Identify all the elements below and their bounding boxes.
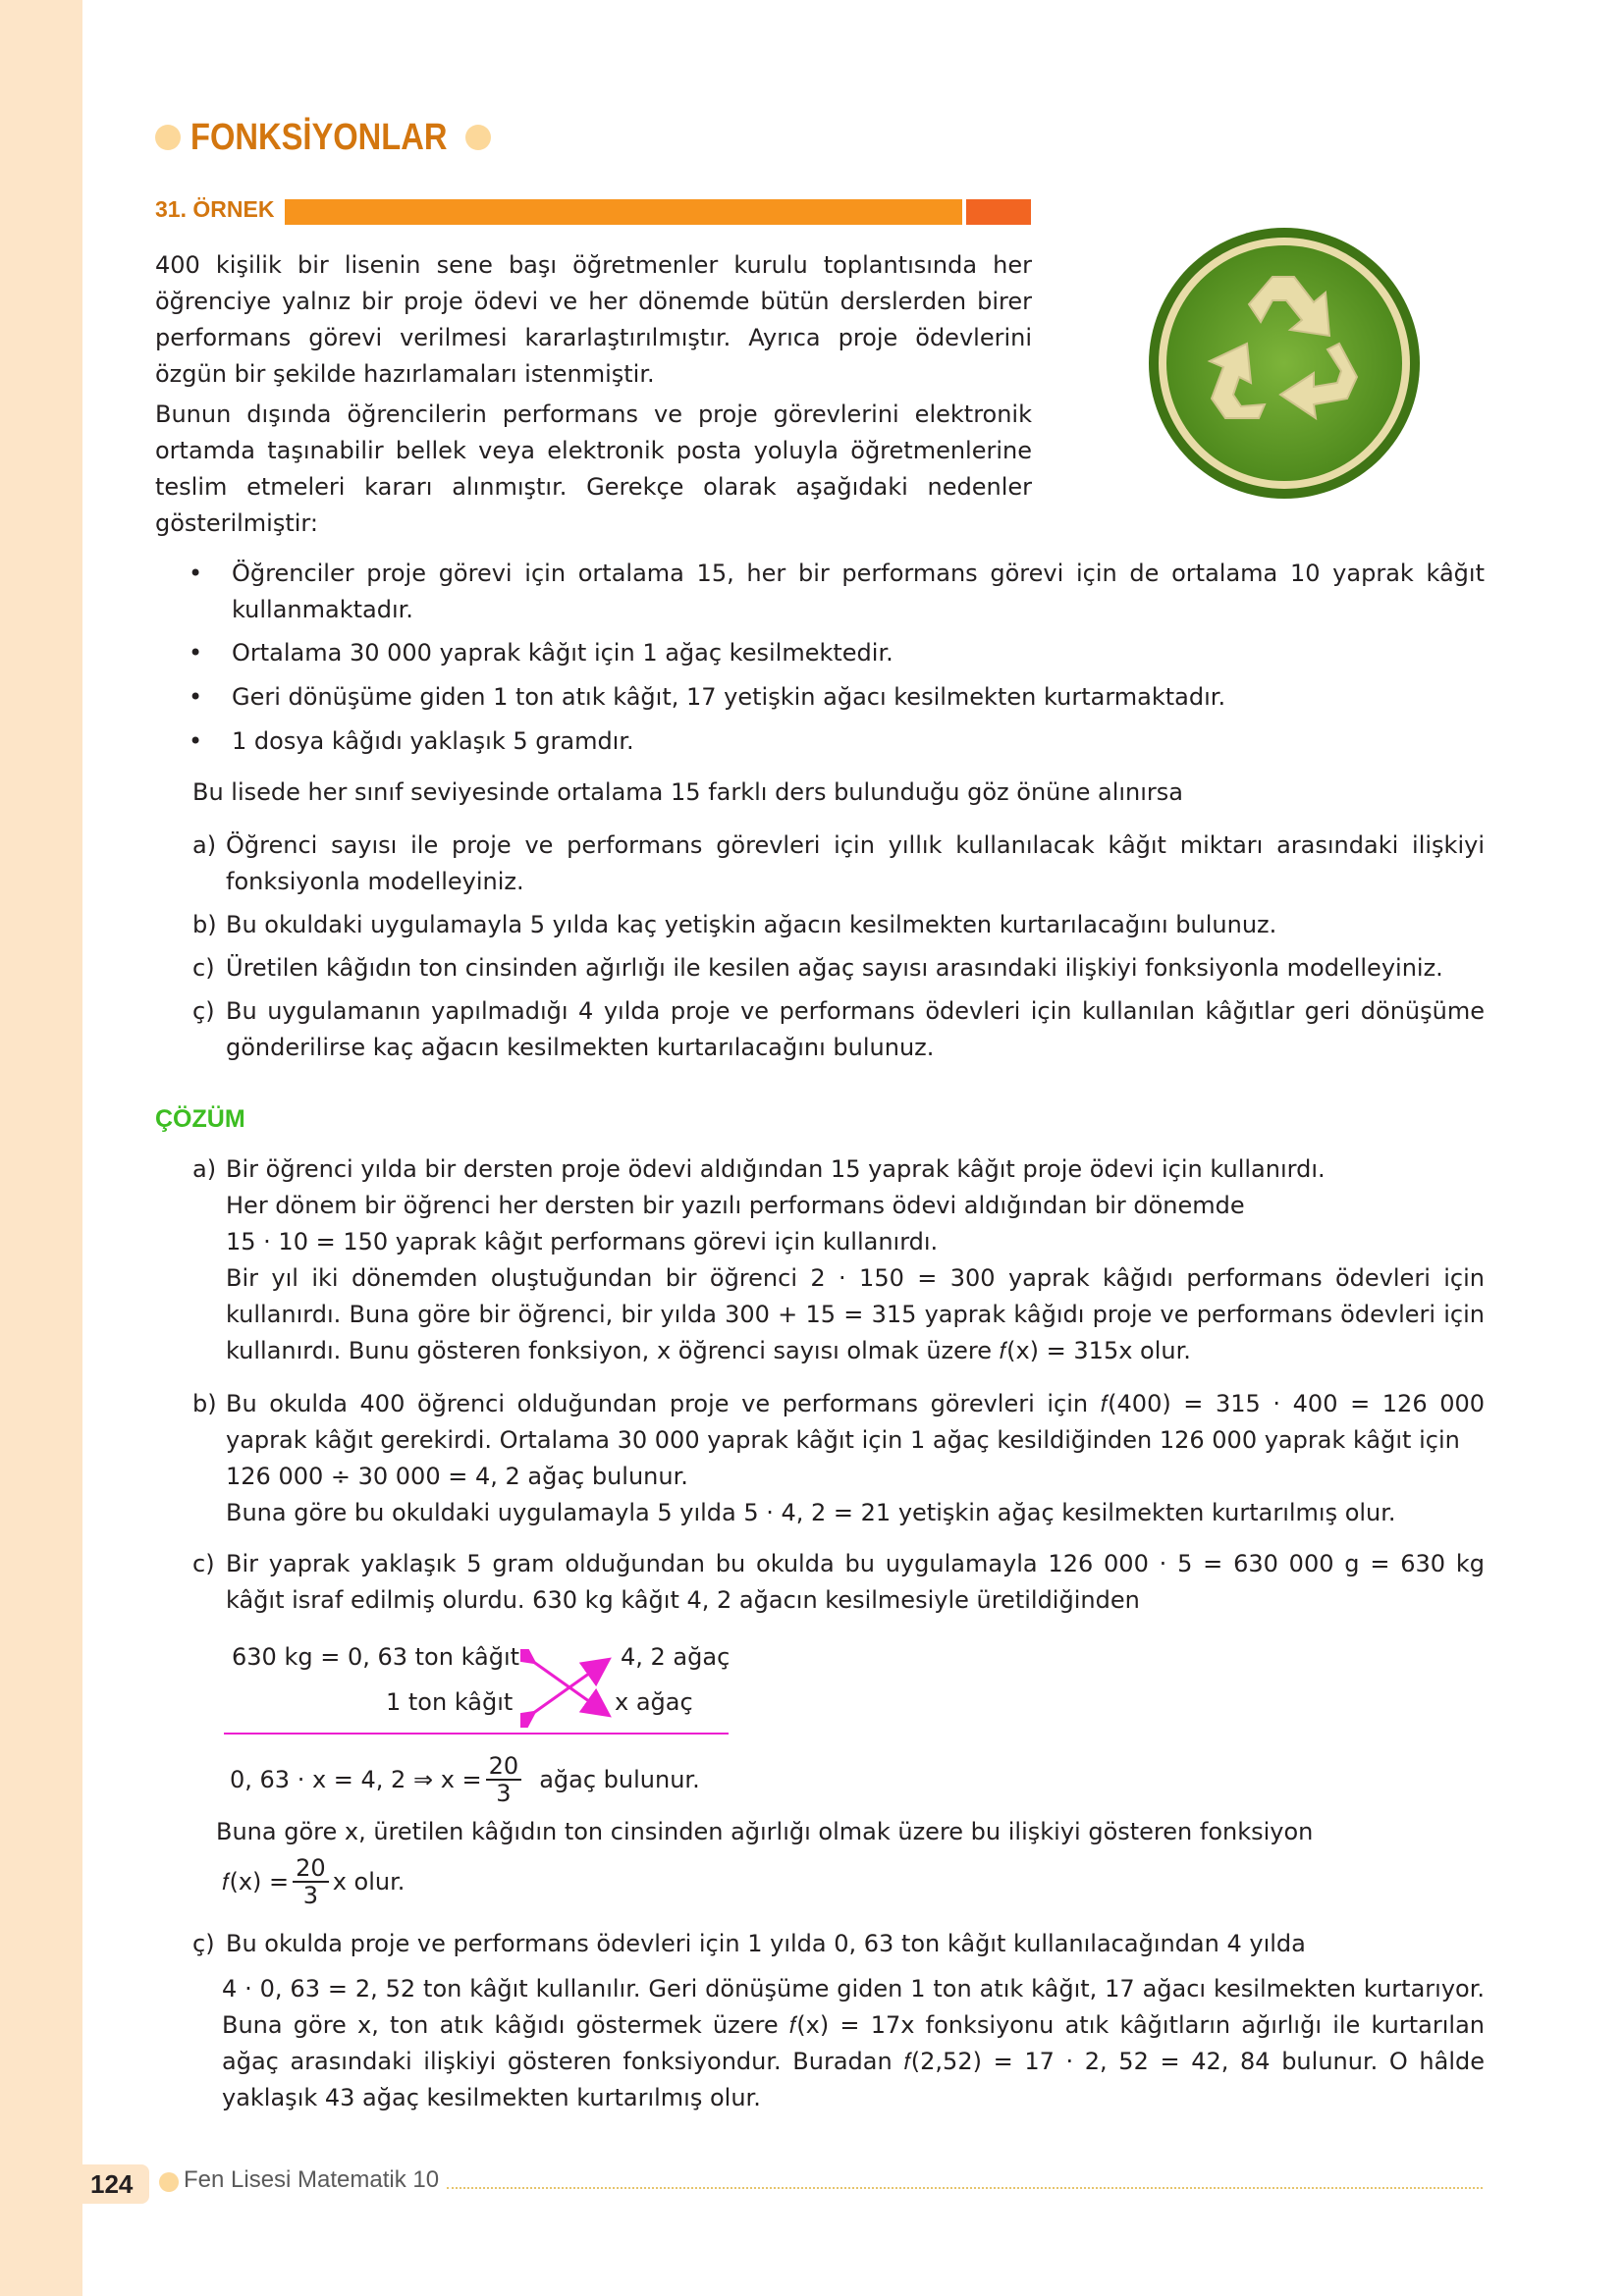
bullet-mark: • xyxy=(189,639,203,667)
example-bar xyxy=(285,199,962,225)
proportion-left-bottom: 1 ton kâğıt xyxy=(386,1688,514,1716)
header-dot-right xyxy=(465,125,491,150)
fraction-denominator: 3 xyxy=(302,1882,319,1909)
recycle-icon xyxy=(1147,226,1422,501)
question-a xyxy=(192,828,1485,900)
solution-part-label: ç) xyxy=(192,1930,215,1957)
bullet-text: 1 dosya kâğıdı yaklaşık 5 gramdır. xyxy=(232,727,634,755)
equation-lhs: 0, 63 · x = 4, 2 ⇒ x = xyxy=(230,1765,482,1793)
solution-part-label: a) xyxy=(192,1155,217,1183)
solution-line: 4 · 0, 63 = 2, 52 ton kâğıt kullanılır. Geri dönüşüme giden 1 ton atık kâğıt, 17 ağacı kesilmekten kurtarıyor. Buna göre x, ton atık kâğıdı göstermek üzere 𝑓(x) = 17x fonksiyonu atık kâğıtların ağırlığı ile kurtarılan ağaç arasındaki ilişkiyi gösteren fonksiyondur. Buradan 𝑓(2,52) = 17 · 2, 52 = 42, 84 bulunur. O hâlde yaklaşık 43 ağaç kesilmekten kurtarılmış olur. xyxy=(222,1975,1485,2111)
question-cc xyxy=(192,993,1485,1066)
question-text: Bu okuldaki uygulamayla 5 yılda kaç yetişkin ağacın kesilmekten kurtarılacağını bulunuz. xyxy=(226,911,1277,938)
bullet-mark: • xyxy=(189,560,203,587)
book-title: Fen Lisesi Matematik 10 xyxy=(184,2166,440,2193)
question-label: b) xyxy=(192,911,217,938)
bullet-text: Geri dönüşüme giden 1 ton atık kâğıt, 17 yetişkin ağacı kesilmekten kurtarmaktadır. xyxy=(232,683,1226,711)
proportion-right-top: 4, 2 ağaç xyxy=(621,1643,731,1671)
equation-rhs: ağaç bulunur. xyxy=(539,1765,700,1793)
footer-dot xyxy=(159,2172,179,2192)
proportion-right-bottom: x ağaç xyxy=(615,1688,693,1716)
fraction-denominator: 3 xyxy=(496,1780,512,1807)
chapter-header xyxy=(155,112,491,163)
example-bar-end xyxy=(966,199,1031,225)
intro-paragraph-1: 400 kişilik bir lisenin sene başı öğretmenler kurulu toplantısında her öğrenciye yalnız bir proje ödevi ve her dönemde bütün derslerden birer performans görevi verilmesi kararlaştırılmıştır. Ayrıca proje ödevlerini özgün bir şekilde hazırlamaları istenmiştir. xyxy=(155,251,1032,388)
recycle-image xyxy=(1147,226,1422,501)
intro-paragraph-2: Bunun dışında öğrencilerin performans ve proje görevlerini elektronik ortamda taşınabilir bellek veya elektronik posta yoluyla öğretmenlerine teslim etmeleri kararı alınmıştır. Gerekçe olarak aşağıdaki nedenler gösterilmiştir: xyxy=(155,400,1032,537)
bullet-item xyxy=(189,679,1485,716)
question-label: c) xyxy=(192,954,215,982)
fraction xyxy=(486,1753,522,1806)
solution-line: Buna göre bu okuldaki uygulamayla 5 yılda 5 · 4, 2 = 21 yetişkin ağaç kesilmekten kurtarılmış olur. xyxy=(226,1499,1396,1526)
solution-cc xyxy=(192,1926,1485,1962)
question-text: Öğrenci sayısı ile proje ve performans görevleri için yıllık kullanılacak kâğıt miktarı arasındaki ilişkiyi fonksiyonla modelleyiniz. xyxy=(226,831,1485,895)
solution-b xyxy=(192,1386,1485,1459)
page-number-box xyxy=(82,2164,149,2204)
cross-arrows xyxy=(520,1649,619,1728)
bullet-item xyxy=(189,635,1485,671)
bullet-item xyxy=(189,556,1485,628)
function-lhs: 𝑓(x) = xyxy=(222,1867,290,1896)
solution-part-label: c) xyxy=(192,1550,215,1577)
chapter-title: FONKSİYONLAR xyxy=(190,116,448,158)
bullet-item xyxy=(189,723,1485,760)
solution-line: 15 · 10 = 150 yaprak kâğıt performans görevi için kullanırdı. xyxy=(226,1228,939,1255)
solution-a xyxy=(192,1151,1485,1188)
solution-c xyxy=(192,1546,1485,1619)
proportion-left-top: 630 kg = 0, 63 ton kâğıt xyxy=(232,1643,520,1671)
question-text: Bu uygulamanın yapılmadığı 4 yılda proje ve performans ödevleri için kullanılan kâğıtlar geri dönüşüme gönderilirse kaç ağacın kesilmekten kurtarılacağını bulunuz. xyxy=(226,997,1485,1061)
fraction xyxy=(293,1855,329,1908)
footer-dotted-line xyxy=(447,2187,1483,2189)
solution-label: ÇÖZÜM xyxy=(155,1105,245,1133)
lead-sentence: Bu lisede her sınıf seviyesinde ortalama 15 farklı ders bulunduğu göz önüne alınırsa xyxy=(192,778,1183,806)
function-rhs: x olur. xyxy=(332,1867,406,1896)
solution-line: Bir yıl iki dönemden oluştuğundan bir öğrenci 2 · 150 = 300 yaprak kâğıdı performans ödevleri için kullanırdı. Buna göre bir öğrenci, bir yılda 300 + 15 = 315 yaprak kâğıdı proje ve performans ödevleri için kullanırdı. Bunu gösteren fonksiyon, x öğrenci sayısı olmak üzere 𝑓(x) = 315x olur. xyxy=(226,1264,1485,1364)
solution-line: Bu okulda 400 öğrenci olduğundan proje ve performans görevleri için 𝑓(400) = 315 · 400 = 126 000 yaprak kâğıt gerekirdi. Ortalama 30 000 yaprak kâğıt için 1 ağaç kesildiğinden 126 000 yaprak kâğıt için xyxy=(226,1390,1485,1454)
question-text: Üretilen kâğıdın ton cinsinden ağırlığı ile kesilen ağaç sayısı arasındaki ilişkiyi fonksiyonla modelleyiniz. xyxy=(226,954,1443,982)
page-side-band xyxy=(0,0,82,2296)
bullet-text: Öğrenciler proje görevi için ortalama 15, her bir performans görevi için de ortalama 10 yaprak kâğıt kullanmaktadır. xyxy=(232,560,1485,623)
solution-line: Buna göre x, üretilen kâğıdın ton cinsinden ağırlığı olmak üzere bu ilişkiyi gösteren fonksiyon xyxy=(216,1818,1314,1845)
bullet-mark: • xyxy=(189,683,203,711)
solution-part-label: b) xyxy=(192,1390,217,1417)
solution-line: Bir yaprak yaklaşık 5 gram olduğundan bu okulda bu uygulamayla 126 000 · 5 = 630 000 g = 630 kg kâğıt israf edilmiş olurdu. 630 kg kâğıt 4, 2 ağacın kesilmesiyle üretildiğinden xyxy=(226,1550,1485,1614)
solution-line: Bir öğrenci yılda bir dersten proje ödevi aldığından 15 yaprak kâğıt proje ödevi için kullanırdı. xyxy=(226,1155,1326,1183)
question-label: ç) xyxy=(192,997,215,1025)
solution-line: Bu okulda proje ve performans ödevleri için 1 yılda 0, 63 ton kâğıt kullanılacağından 4 yılda xyxy=(226,1930,1306,1957)
bullet-mark: • xyxy=(189,727,203,755)
bullet-text: Ortalama 30 000 yaprak kâğıt için 1 ağaç kesilmektedir. xyxy=(232,639,893,667)
solution-line: 126 000 ÷ 30 000 = 4, 2 ağaç bulunur. xyxy=(226,1463,688,1490)
equation-line xyxy=(230,1753,700,1806)
question-c xyxy=(192,950,1485,987)
header-dot-left xyxy=(155,125,181,150)
question-b xyxy=(192,907,1485,943)
function-line xyxy=(222,1855,405,1908)
question-label: a) xyxy=(192,831,217,859)
proportion-divider xyxy=(224,1733,729,1735)
page-number: 124 xyxy=(90,2169,134,2199)
fraction-numerator: 20 xyxy=(293,1855,329,1883)
solution-line: Her dönem bir öğrenci her dersten bir yazılı performans ödevi aldığından bir dönemde xyxy=(226,1192,1245,1219)
example-label: 31. ÖRNEK xyxy=(155,196,275,222)
fraction-numerator: 20 xyxy=(486,1753,522,1781)
